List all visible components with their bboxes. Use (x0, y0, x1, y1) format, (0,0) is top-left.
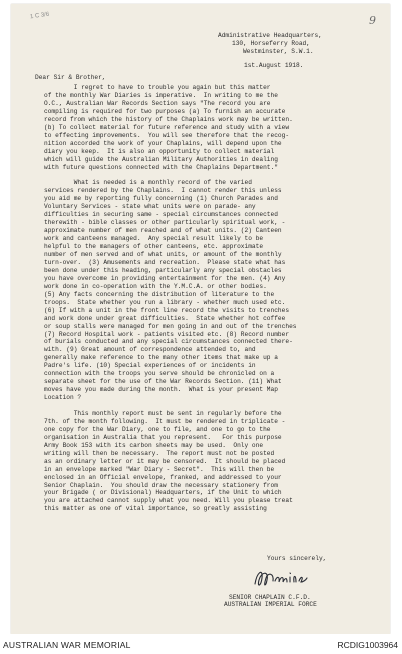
handwritten-signature (249, 564, 329, 592)
body-line: been done under this heading, particularly any special obstacles (44, 266, 282, 274)
body-line: nition accorded the work of your Chaplains, will depend upon the (44, 139, 282, 147)
body-line: you have overcome in providing entertainment for the men. (4) Any (44, 274, 286, 282)
body-line: therewith - bible classes or other particularly spiritual work, - (44, 219, 286, 227)
archive-name: AUSTRALIAN WAR MEMORIAL (3, 640, 131, 650)
address-line-3: Westminster, S.W.1. (243, 48, 314, 55)
signatory-title: SENIOR CHAPLAIN C.F.D. (229, 594, 311, 601)
page-number: 9 (369, 14, 376, 27)
archive-footer (0, 634, 402, 654)
body-line: work and canteens managed. Any special result likely to be (44, 235, 264, 243)
body-line: turn-over. (3) Amusements and recreation. Please state what has (44, 258, 286, 266)
body-line: troops. State whether you run a library - whether much used etc. (44, 298, 286, 306)
body-line: O.C., Australian War Records Section says "The record you are (44, 99, 271, 107)
body-line: as an ordinary letter or it may be censored. It should be placed (44, 457, 286, 465)
body-line: approximate number of men reached and of what units. (2) Canteen (44, 227, 282, 235)
body-line: with. (9) Great amount of correspondence attended to, and (44, 346, 256, 354)
body-line: What is needed is a monthly record of the varied (44, 179, 252, 187)
body-line: number of men served and of what units, or amount of the monthly (44, 251, 282, 258)
body-line: diary you keep. It is also an opportunity to collect material (44, 147, 275, 155)
salutation: Dear Sir & Brother, (35, 74, 106, 81)
body-line: compiling is required for two purposes (a) To furnish an accurate (44, 107, 286, 115)
address-line-1: Administrative Headquarters, (218, 32, 322, 39)
body-line: your Brigade ( or Divisional) Headquarters, if the Unit to which (44, 489, 282, 497)
body-line: difficulties in securing same - special circumstances connected (44, 211, 278, 219)
body-line: or soup stalls were managed for men going in and out of the trenches (44, 322, 297, 330)
body-line: Location ? (44, 394, 82, 402)
body-line: 7th. of the month following. It must be rendered in triplicate - (44, 417, 286, 425)
archive-reference-id: RCDIG1003964 (337, 640, 398, 650)
body-line: which will guide the Australian Military Authorities in dealing (44, 155, 278, 163)
body-line: generally make reference to the many other items that make up a (44, 354, 278, 362)
body-line: moves have you made during the month. What is your present Map (44, 386, 278, 394)
body-line: Voluntary Services - state what units were on parade- any (44, 203, 256, 211)
body-line: I regret to have to trouble you again but this matter (44, 84, 271, 91)
body-line: Senior Chaplain. You should draw the necessary stationery from (44, 481, 278, 489)
body-line: work done in co-operation with the Y.M.C.A. or other bodies. (44, 282, 267, 290)
letter-date: 1st.August 1918. (244, 62, 304, 69)
body-line: with future questions connected with the Chaplains Department." (44, 163, 278, 171)
body-line: record from which the history of the Chaplains work may be written. (44, 115, 293, 123)
signatory-org: AUSTRALIAN IMPERIAL FORCE (224, 601, 317, 608)
body-line: Padre's life. (10) Special experiences of or incidents in (44, 362, 256, 370)
body-line: you aid me by reporting fully concerning (1) Church Parades and (44, 195, 278, 203)
body-line: (5) Any facts concerning the distribution of literature to the (44, 290, 275, 298)
body-line: Army Book 153 with its carbon sheets may be used. Only one (44, 441, 264, 449)
body-line: of burials conducted and any special circumstances connected there- (44, 338, 293, 346)
body-line: to effecting improvements. You will see therefore that the recog- (44, 131, 290, 139)
body-line: helpful to the managers of other canteens, etc. approximate (44, 243, 264, 250)
body-line: organisation in Australia that you represent. For this purpose (44, 433, 282, 441)
closing: Yours sincerely, (267, 555, 327, 562)
body-line: (b) To collect material for future reference and study with a view (44, 123, 290, 131)
body-line: of the monthly War Diaries is imperative. In writing to me the (44, 92, 278, 99)
body-line: (7) Record Hospital work - patients visited etc. (8) Record number (44, 330, 290, 338)
body-line: services rendered by the Chaplains. I cannot render this unless (44, 187, 282, 195)
body-line: you are attached cannot supply what you need. Will you please treat (44, 497, 293, 505)
letter-page (11, 4, 390, 634)
body-line: writing will then be necessary. The report must not be posted (44, 449, 275, 457)
body-line: in an envelope marked "War Diary - Secret". This will then be (44, 465, 275, 473)
body-line: one copy for the War Diary, one to file, and one to go to the (44, 425, 271, 433)
body-line: this matter as one of vital importance, so greatly assisting (44, 505, 267, 513)
body-line: separate sheet for the use of the War Records Section. (11) What (44, 378, 282, 386)
address-line-2: 130, Horseferry Road, (232, 40, 310, 47)
body-line: This monthly report must be sent in regularly before the (44, 409, 282, 417)
body-line: connection with the troops you serve should be chronicled on a (44, 370, 275, 378)
body-line: enclosed in an Official envelope, franked, and addressed to your (44, 473, 282, 481)
body-line: and work done under great difficulties. State whether hot coffee (44, 314, 286, 322)
corner-reference-mark: 1 C 3/6 (29, 11, 50, 21)
body-line: (6) If with a unit in the front line record the visits to trenches (44, 306, 290, 314)
